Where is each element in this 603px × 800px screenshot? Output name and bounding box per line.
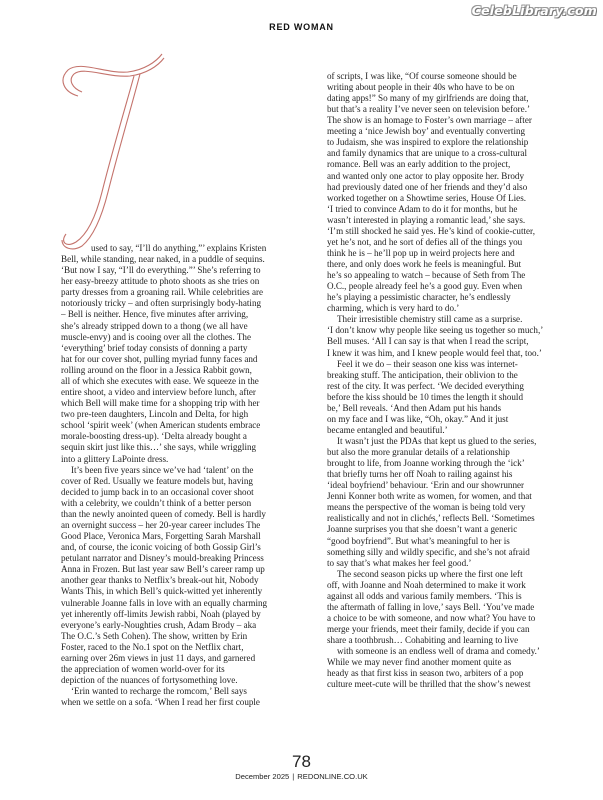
article-line: The show is an homage to Foster’s own marriage – after: [327, 115, 532, 126]
article-line: but also the more granular details of a relationship: [327, 447, 510, 458]
article-line: O.C., people already feel he’s a good guy. Even when: [327, 281, 523, 292]
article-line: Jenni Konner both write as women, for women, and that: [327, 491, 532, 502]
article-line: with a celebrity, we couldn’t think of a better person: [61, 497, 252, 508]
article-line: all of which she executes with ease. We squeeze in the: [61, 375, 259, 386]
article-line: party dresses from a groaning rail. While celebrities are: [61, 287, 264, 298]
article-line: writing about people in their 40s who have to be on: [327, 82, 515, 93]
article-line: petulant narrator and Disney’s mould-breaking Princess: [61, 553, 264, 564]
article-line: wasn’t interested in playing a romantic lead,’ she says.: [327, 214, 526, 225]
article-line: had previously dated one of her friends and they’d also: [327, 181, 528, 192]
article-line: culture meet-cute will be thrilled that the show’s newest: [327, 679, 531, 690]
article-line: of scripts, I was like, “Of course someone should be: [327, 71, 517, 81]
article-line: off, with Joanne and Noah determined to make it work: [327, 579, 526, 590]
article-line: means the perspective of the woman is being told very: [327, 502, 526, 513]
article-line: earning over 26m views in just 11 days, and garnered: [61, 652, 256, 663]
article-line: and, of course, the iconic voicing of both Gossip Girl’s: [61, 542, 261, 553]
article-line: rolling around on the floor in a Jessica Rabbit gown,: [61, 364, 252, 375]
article-line: cover of Red. Usually we feature models but, having: [61, 475, 253, 486]
article-line: an overnight success – her 20-year career includes The: [61, 520, 261, 530]
article-line: brought to life, from Joanne working through the ‘ick’: [327, 458, 525, 469]
article-line: than the newly anointed queen of comedy. Bell is hardly: [61, 508, 266, 519]
article-line: Good Place, Veronica Mars, Forgetting Sarah Marshall: [61, 531, 261, 542]
article-line: worked together on a Showtime series, House Of Lies.: [327, 192, 527, 203]
article-line: Bell, while standing, near naked, in a puddle of sequins.: [61, 254, 265, 265]
article-line: he’s playing a pessimistic character, he’s endlessly: [327, 292, 511, 303]
article-line: and family dynamics that are unique to a cross-cultural: [327, 148, 527, 159]
article-line: to say that’s what makes her feel good.’: [327, 557, 472, 568]
article-line: meeting a ‘nice Jewish boy’ and eventually converting: [327, 126, 526, 137]
article-line: against all odds and various family members. ‘This is: [327, 590, 522, 601]
article-line: Their irresistible chemistry still came as a surprise.: [337, 314, 523, 325]
article-line: Foster, raced to the No.1 spot on the Netflix chart,: [61, 641, 244, 652]
article-line: realistically and not in clichés,’ reflects Bell. ‘Sometimes: [327, 513, 535, 524]
article-line: a choice to be with someone, and now what? You have to: [327, 612, 536, 623]
article-line: breaking stuff. The anticipation, their oblivion to the: [327, 369, 518, 380]
article-line: when we settle on a sofa. ‘When I read her first couple: [61, 697, 260, 708]
article-line: he’s so appealing to watch – because of Seth from The: [327, 270, 526, 281]
article-line: which Bell will make time for a shopping trip with her: [61, 398, 260, 409]
article-line: ‘I’m still shocked he said yes. He’s kind of cookie-cutter,: [327, 225, 535, 236]
article-line: and wanted only one actor to play opposite her. Brody: [327, 170, 524, 181]
watermark: CelebLibrary.com: [471, 3, 597, 18]
article-line: Anna in Frozen. But last year saw Bell’s career ramp up: [61, 564, 265, 575]
article-line: her easy-breezy attitude to photo shoots as she tries on: [61, 276, 260, 287]
article-line: decided to jump back in to an occasional cover shoot: [61, 486, 254, 497]
article-line: everyone’s early-Noughties crush, Adam Brody – aka: [61, 619, 257, 630]
article-line: ‘everything’ brief today consists of donning a party: [61, 342, 248, 353]
section-label: RED WOMAN: [269, 22, 334, 32]
article-line: yet inherently off-limits Jewish rabbi, Noah (played by: [61, 608, 261, 619]
article-line: ‘I don’t know why people like seeing us together so much,’: [327, 325, 544, 336]
article-line: I knew it was him, and I knew people would feel that, too.’: [327, 347, 542, 358]
article-line: sequin skirt just like this…’ she says, while wriggling: [61, 442, 257, 453]
article-line: two pre-teen daughters, Lincoln and Delta, for high: [61, 409, 249, 420]
article-line: dating apps!” So many of my girlfriends are doing that,: [327, 93, 529, 104]
article-line: there, and only does work he feels is meaningful. But: [327, 259, 522, 270]
article-line: share a toothbrush… Cohabiting and learning to live: [327, 635, 519, 646]
article-line: charming, which is very hard to do.’: [327, 303, 460, 314]
article-line: yet he’s not, and he sort of defies all of the things you: [327, 236, 523, 247]
article-line: with someone is an endless well of drama and comedy.’: [337, 646, 540, 657]
article-line: another gear thanks to Netflix’s break-out hit, Nobody: [61, 575, 259, 586]
article-line: depiction of the nuances of fortysomething love.: [61, 675, 238, 686]
article-line: the appreciation of women world-over for its: [61, 664, 225, 675]
article-line: The O.C.’s Seth Cohen). The show, written by Erin: [61, 630, 248, 641]
article-line: entire shoot, a video and interview before lunch, after: [61, 387, 256, 398]
article-line: merge your friends, meet their family, decide if you can: [327, 624, 530, 634]
article-line: but that’s a reality I’ve never seen on television before.’: [327, 104, 531, 115]
article-line: Feel it we do – their season one kiss was internet-: [337, 358, 518, 369]
article-line: notoriously tricky – and often surprisingly body-hating: [61, 298, 262, 309]
article-line: school ‘spirit week’ (when American students embrace: [61, 420, 261, 431]
article-line: morale-boosting dress-up). ‘Delta already bought a: [61, 431, 247, 442]
footer-issue-date: December 2025: [235, 772, 290, 781]
article-line: ‘ideal boyfriend’ behaviour. ‘Erin and our showrunner: [327, 480, 525, 491]
article-line: heady as that first kiss in season two, arbiters of a pop: [327, 668, 524, 679]
article-line: “good boyfriend”. But what’s meaningful to her is: [327, 535, 510, 546]
footer-separator: |: [292, 772, 295, 781]
article-line: – Bell is neither. Hence, five minutes after arriving,: [61, 309, 249, 320]
article-line: something silly and wildly specific, and she’s not afraid: [327, 546, 530, 557]
article-line: used to say, “I’ll do anything,”’ explains Kristen: [91, 243, 267, 253]
page-number: 78: [292, 752, 311, 771]
article-line: While we may never find another moment quite as: [327, 657, 512, 668]
article-line: be,’ Bell reveals. ‘And then Adam put his hands: [327, 402, 502, 413]
article-line: The second season picks up where the first one left: [337, 568, 523, 579]
article-line: ‘Erin wanted to recharge the romcom,’ Bell says: [71, 686, 247, 697]
article-line: hat for our cover shot, pulling myriad funny faces and: [61, 353, 258, 364]
article-line: to Judaism, she was inspired to explore the relationship: [327, 137, 529, 148]
article-line: It’s been five years since we’ve had ‘talent’ on the: [71, 464, 254, 475]
article-line: before the kiss should be 10 times the length it should: [327, 391, 523, 402]
article-line: she’s already stripped down to a thong (we all have: [61, 320, 248, 331]
article-line: the aftermath of falling in love,’ says Bell. ‘You’ve made: [327, 601, 535, 612]
article-line: into a glittery LaPointe dress.: [61, 453, 169, 464]
article-line: Bell muses. ‘All I can say is that when I read the script,: [327, 336, 529, 347]
article-line: think he is – he’ll pop up in weird projects here and: [327, 247, 515, 258]
article-line: Joanne surprises you that she doesn’t want a generic: [327, 524, 518, 535]
article-line: ‘But now I say, “I’ll do everything.”’ She’s referring to: [61, 265, 261, 276]
page-footer: [0, 772, 603, 781]
drop-cap-letter: [58, 52, 166, 252]
article-line: ‘I tried to convince Adam to do it for months, but he: [327, 203, 518, 214]
article-line: became entangled and beautiful.’: [327, 424, 448, 435]
article-line: vulnerable Joanne falls in love with an equally charming: [61, 597, 268, 608]
article-line: romance. Bell was an early addition to the project,: [327, 159, 511, 170]
article-line: muscle-envy) and is cooing over all the clothes. The: [61, 331, 251, 342]
article-line: that briefly turns her off Noah to railing against his: [327, 469, 513, 480]
article-line: Wants This, in which Bell’s quick-witted yet inherently: [61, 586, 263, 597]
article-line: on my face and I was like, “Oh, okay.” And it just: [327, 413, 509, 424]
footer-website: REDONLINE.CO.UK: [297, 772, 368, 781]
article-line: rest of the city. It was perfect. ‘We decided everything: [327, 380, 524, 391]
article-line: It wasn’t just the PDAs that kept us glued to the series,: [337, 435, 537, 446]
